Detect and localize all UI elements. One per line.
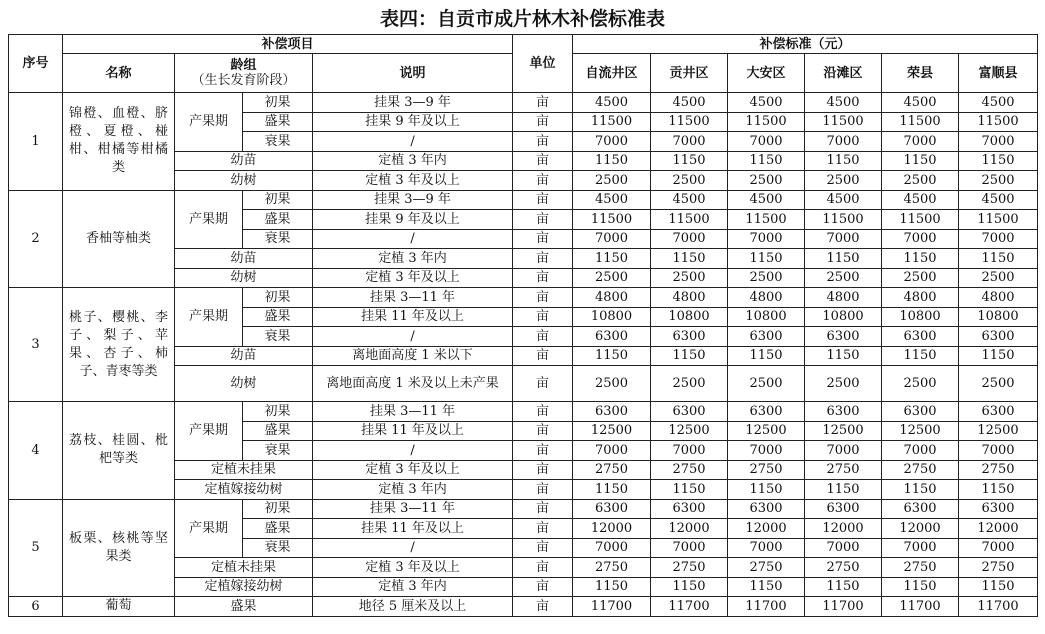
- row-value: 7000: [728, 538, 805, 558]
- row-value: 12000: [728, 519, 805, 539]
- row-value: 11500: [959, 210, 1038, 230]
- table-row: [9, 93, 1038, 113]
- row-desc: /: [313, 441, 513, 461]
- row-value: 4800: [882, 288, 959, 308]
- row-value: 6300: [882, 499, 959, 519]
- row-name: 香柚等柚类: [63, 190, 175, 288]
- row-unit: 亩: [513, 151, 573, 171]
- row-desc: 定植 3 年内: [313, 577, 513, 597]
- row-value: 2750: [573, 558, 651, 578]
- row-seq: 6: [9, 597, 63, 617]
- row-value: 11500: [805, 112, 882, 132]
- row-value: 12000: [959, 519, 1038, 539]
- row-stage: 定植嫁接幼树: [175, 577, 313, 597]
- row-value: 6300: [959, 499, 1038, 519]
- row-value: 2500: [651, 366, 728, 402]
- row-value: 11700: [728, 597, 805, 617]
- row-desc: 定植 3 年及以上: [313, 460, 513, 480]
- row-value: 7000: [959, 132, 1038, 152]
- row-value: 1150: [805, 346, 882, 366]
- row-value: 4500: [651, 190, 728, 210]
- table-row: [9, 499, 1038, 519]
- row-stage: 定植未挂果: [175, 460, 313, 480]
- row-desc: 挂果 3—11 年: [313, 288, 513, 308]
- row-value: 2750: [882, 558, 959, 578]
- row-value: 7000: [805, 132, 882, 152]
- header-age-label: 龄组: [230, 58, 257, 73]
- row-value: 2500: [728, 171, 805, 191]
- row-value: 11500: [573, 210, 651, 230]
- row-value: 1150: [805, 151, 882, 171]
- row-stage: 定植未挂果: [175, 558, 313, 578]
- row-value: 7000: [651, 132, 728, 152]
- row-value: 1150: [573, 151, 651, 171]
- row-value: 1150: [573, 249, 651, 269]
- row-value: 7000: [573, 441, 651, 461]
- row-value: 7000: [805, 229, 882, 249]
- row-unit: 亩: [513, 499, 573, 519]
- row-value: 4800: [573, 288, 651, 308]
- row-value: 1150: [651, 346, 728, 366]
- row-name: 荔枝、桂圆、枇杷等类: [63, 402, 175, 500]
- row-desc: 挂果 9 年及以上: [313, 210, 513, 230]
- row-value: 6300: [959, 402, 1038, 422]
- row-value: 10800: [651, 307, 728, 327]
- row-value: 11700: [959, 597, 1038, 617]
- row-stage: 幼苗: [175, 346, 313, 366]
- row-value: 6300: [882, 327, 959, 347]
- row-desc: 挂果 11 年及以上: [313, 307, 513, 327]
- header-seq: 序号: [9, 35, 63, 93]
- row-stage: 幼树: [175, 171, 313, 191]
- row-value: 11500: [651, 112, 728, 132]
- row-value: 7000: [728, 229, 805, 249]
- row-value: 2500: [959, 366, 1038, 402]
- row-value: 11500: [728, 210, 805, 230]
- row-value: 11500: [651, 210, 728, 230]
- row-unit: 亩: [513, 421, 573, 441]
- row-value: 1150: [573, 346, 651, 366]
- row-seq: 5: [9, 499, 63, 597]
- row-stage: 衰果: [243, 229, 313, 249]
- row-unit: 亩: [513, 577, 573, 597]
- row-desc: 挂果 3—11 年: [313, 499, 513, 519]
- row-desc: 挂果 3—9 年: [313, 190, 513, 210]
- row-value: 2500: [805, 171, 882, 191]
- row-value: 1150: [651, 151, 728, 171]
- row-stage: 衰果: [243, 132, 313, 152]
- row-value: 2750: [728, 558, 805, 578]
- row-desc: /: [313, 132, 513, 152]
- row-value: 7000: [573, 538, 651, 558]
- row-value: 2500: [573, 268, 651, 288]
- row-stage: 幼树: [175, 366, 313, 402]
- row-value: 1150: [882, 346, 959, 366]
- table-body: [9, 93, 1038, 617]
- row-unit: 亩: [513, 268, 573, 288]
- row-value: 11500: [573, 112, 651, 132]
- row-desc: 地径 5 厘米及以上: [313, 597, 513, 617]
- row-value: 6300: [728, 327, 805, 347]
- table-row: [9, 597, 1038, 617]
- row-stage: 幼苗: [175, 151, 313, 171]
- row-value: 1150: [882, 249, 959, 269]
- row-stage: 初果: [243, 499, 313, 519]
- row-desc: 挂果 3—9 年: [313, 93, 513, 113]
- row-value: 7000: [728, 132, 805, 152]
- row-unit: 亩: [513, 538, 573, 558]
- table-row: [9, 402, 1038, 422]
- row-name: 葡萄: [63, 597, 175, 617]
- row-value: 4500: [959, 93, 1038, 113]
- row-value: 4500: [651, 93, 728, 113]
- row-value: 2500: [651, 268, 728, 288]
- row-value: 1150: [959, 346, 1038, 366]
- row-desc: /: [313, 229, 513, 249]
- row-value: 7000: [882, 441, 959, 461]
- row-value: 7000: [959, 229, 1038, 249]
- row-value: 12500: [882, 421, 959, 441]
- row-value: 1150: [882, 577, 959, 597]
- row-value: 4500: [573, 190, 651, 210]
- row-unit: 亩: [513, 171, 573, 191]
- row-unit: 亩: [513, 480, 573, 500]
- row-value: 2750: [959, 558, 1038, 578]
- row-value: 6300: [882, 402, 959, 422]
- header-row-1: [9, 35, 1038, 54]
- row-value: 7000: [959, 538, 1038, 558]
- row-value: 1150: [805, 577, 882, 597]
- row-value: 1150: [728, 346, 805, 366]
- header-district: 沿滩区: [805, 54, 882, 93]
- row-value: 7000: [651, 441, 728, 461]
- row-unit: 亩: [513, 558, 573, 578]
- header-name: 名称: [63, 54, 175, 93]
- row-unit: 亩: [513, 210, 573, 230]
- header-age-sub: （生长发育阶段）: [191, 73, 296, 88]
- row-value: 2500: [882, 171, 959, 191]
- row-desc: 定植 3 年及以上: [313, 268, 513, 288]
- row-value: 1150: [728, 480, 805, 500]
- row-value: 4800: [651, 288, 728, 308]
- row-unit: 亩: [513, 190, 573, 210]
- row-value: 6300: [728, 402, 805, 422]
- row-value: 2500: [882, 268, 959, 288]
- row-value: 1150: [651, 480, 728, 500]
- row-value: 11500: [882, 112, 959, 132]
- row-period: 产果期: [175, 93, 243, 152]
- row-value: 2750: [651, 558, 728, 578]
- row-value: 12000: [651, 519, 728, 539]
- row-value: 7000: [882, 229, 959, 249]
- row-unit: 亩: [513, 402, 573, 422]
- row-unit: 亩: [513, 346, 573, 366]
- page-title: 表四：自贡市成片林木补偿标准表: [379, 8, 665, 30]
- row-desc: 离地面高度 1 米及以上未产果: [313, 366, 513, 402]
- row-value: 12500: [805, 421, 882, 441]
- row-value: 4500: [805, 190, 882, 210]
- row-value: 1150: [959, 249, 1038, 269]
- row-value: 6300: [805, 327, 882, 347]
- row-value: 2750: [728, 460, 805, 480]
- row-value: 1150: [728, 249, 805, 269]
- row-value: 10800: [728, 307, 805, 327]
- row-period: 产果期: [175, 190, 243, 249]
- row-unit: 亩: [513, 441, 573, 461]
- row-desc: 离地面高度 1 米以下: [313, 346, 513, 366]
- row-value: 1150: [573, 577, 651, 597]
- row-value: 1150: [573, 480, 651, 500]
- header-unit: 单位: [513, 35, 573, 93]
- row-value: 7000: [805, 441, 882, 461]
- row-value: 11700: [573, 597, 651, 617]
- row-period: 产果期: [175, 499, 243, 558]
- row-stage: 初果: [243, 190, 313, 210]
- row-value: 1150: [882, 151, 959, 171]
- row-value: 7000: [728, 441, 805, 461]
- row-unit: 亩: [513, 597, 573, 617]
- row-stage: 盛果: [175, 597, 313, 617]
- row-unit: 亩: [513, 132, 573, 152]
- row-desc: 定植 3 年及以上: [313, 171, 513, 191]
- row-value: 1150: [959, 577, 1038, 597]
- row-value: 2500: [959, 171, 1038, 191]
- row-stage: 盛果: [243, 307, 313, 327]
- row-value: 12500: [959, 421, 1038, 441]
- row-value: 12500: [573, 421, 651, 441]
- header-age: [175, 54, 313, 93]
- row-stage: 定植嫁接幼树: [175, 480, 313, 500]
- row-stage: 衰果: [243, 538, 313, 558]
- row-value: 7000: [651, 229, 728, 249]
- row-value: 2500: [728, 366, 805, 402]
- row-value: 1150: [805, 249, 882, 269]
- header-standard: 补偿标准（元）: [573, 35, 1038, 54]
- row-stage: 初果: [243, 402, 313, 422]
- row-value: 12500: [728, 421, 805, 441]
- row-value: 4500: [728, 93, 805, 113]
- row-value: 6300: [573, 327, 651, 347]
- row-value: 7000: [573, 132, 651, 152]
- row-value: 2750: [573, 460, 651, 480]
- row-stage: 盛果: [243, 421, 313, 441]
- row-desc: 定植 3 年及以上: [313, 558, 513, 578]
- row-value: 2750: [805, 558, 882, 578]
- row-value: 10800: [959, 307, 1038, 327]
- row-value: 6300: [805, 402, 882, 422]
- header-district: 自流井区: [573, 54, 651, 93]
- row-value: 7000: [882, 538, 959, 558]
- row-unit: 亩: [513, 249, 573, 269]
- row-value: 6300: [805, 499, 882, 519]
- table-row: [9, 288, 1038, 308]
- row-value: 2750: [959, 460, 1038, 480]
- row-value: 2500: [573, 366, 651, 402]
- row-name: 桃子、樱桃、李子、梨子、苹果、杏子、柿子、青枣等类: [63, 288, 175, 402]
- row-value: 1150: [651, 577, 728, 597]
- row-seq: 3: [9, 288, 63, 402]
- row-unit: 亩: [513, 327, 573, 347]
- row-value: 1150: [882, 480, 959, 500]
- row-value: 1150: [959, 151, 1038, 171]
- row-value: 12000: [882, 519, 959, 539]
- row-value: 1150: [651, 249, 728, 269]
- row-value: 7000: [805, 538, 882, 558]
- header-district: 富顺县: [959, 54, 1038, 93]
- row-desc: 挂果 9 年及以上: [313, 112, 513, 132]
- row-stage: 幼苗: [175, 249, 313, 269]
- row-value: 6300: [573, 402, 651, 422]
- row-value: 6300: [728, 499, 805, 519]
- row-value: 10800: [573, 307, 651, 327]
- row-value: 11700: [805, 597, 882, 617]
- row-value: 4500: [882, 190, 959, 210]
- row-value: 7000: [651, 538, 728, 558]
- row-desc: 挂果 11 年及以上: [313, 519, 513, 539]
- row-unit: 亩: [513, 229, 573, 249]
- row-stage: 盛果: [243, 210, 313, 230]
- row-value: 1150: [728, 151, 805, 171]
- row-value: 7000: [959, 441, 1038, 461]
- row-unit: 亩: [513, 519, 573, 539]
- compensation-table: [8, 34, 1038, 617]
- row-value: 6300: [651, 327, 728, 347]
- row-stage: 初果: [243, 288, 313, 308]
- row-unit: 亩: [513, 366, 573, 402]
- row-value: 1150: [728, 577, 805, 597]
- row-desc: /: [313, 327, 513, 347]
- row-value: 4500: [882, 93, 959, 113]
- row-desc: 定植 3 年内: [313, 480, 513, 500]
- row-unit: 亩: [513, 93, 573, 113]
- row-name: 锦橙、血橙、脐橙、夏橙、椪柑、柑橘等柑橘类: [63, 93, 175, 191]
- row-value: 10800: [805, 307, 882, 327]
- row-value: 11500: [959, 112, 1038, 132]
- row-stage: 幼树: [175, 268, 313, 288]
- row-unit: 亩: [513, 112, 573, 132]
- row-period: 产果期: [175, 402, 243, 461]
- row-stage: 衰果: [243, 441, 313, 461]
- header-district: 贡井区: [651, 54, 728, 93]
- row-desc: 定植 3 年内: [313, 249, 513, 269]
- header-project: 补偿项目: [63, 35, 513, 54]
- row-unit: 亩: [513, 288, 573, 308]
- row-name: 板栗、核桃等坚果类: [63, 499, 175, 597]
- row-unit: 亩: [513, 307, 573, 327]
- row-value: 2500: [959, 268, 1038, 288]
- row-value: 2500: [728, 268, 805, 288]
- row-value: 11700: [882, 597, 959, 617]
- row-value: 4500: [573, 93, 651, 113]
- row-value: 6300: [651, 499, 728, 519]
- table-row: [9, 190, 1038, 210]
- row-stage: 盛果: [243, 112, 313, 132]
- row-stage: 盛果: [243, 519, 313, 539]
- row-value: 6300: [651, 402, 728, 422]
- row-value: 4500: [959, 190, 1038, 210]
- row-value: 7000: [573, 229, 651, 249]
- row-value: 6300: [959, 327, 1038, 347]
- row-value: 2500: [805, 268, 882, 288]
- row-value: 10800: [882, 307, 959, 327]
- header-desc: 说明: [313, 54, 513, 93]
- row-desc: 挂果 3—11 年: [313, 402, 513, 422]
- row-value: 12500: [651, 421, 728, 441]
- row-stage: 衰果: [243, 327, 313, 347]
- row-desc: 挂果 11 年及以上: [313, 421, 513, 441]
- row-value: 12000: [573, 519, 651, 539]
- row-seq: 4: [9, 402, 63, 500]
- row-value: 7000: [882, 132, 959, 152]
- row-value: 2500: [805, 366, 882, 402]
- row-value: 11500: [882, 210, 959, 230]
- row-unit: 亩: [513, 460, 573, 480]
- row-value: 4800: [805, 288, 882, 308]
- row-value: 11500: [805, 210, 882, 230]
- row-value: 2500: [573, 171, 651, 191]
- row-desc: /: [313, 538, 513, 558]
- row-value: 1150: [805, 480, 882, 500]
- row-value: 2500: [882, 366, 959, 402]
- row-stage: 初果: [243, 93, 313, 113]
- row-value: 2750: [805, 460, 882, 480]
- row-value: 4800: [728, 288, 805, 308]
- row-seq: 1: [9, 93, 63, 191]
- row-value: 2750: [651, 460, 728, 480]
- row-value: 2500: [651, 171, 728, 191]
- row-desc: 定植 3 年内: [313, 151, 513, 171]
- row-value: 1150: [959, 480, 1038, 500]
- row-period: 产果期: [175, 288, 243, 347]
- row-value: 11700: [651, 597, 728, 617]
- header-district: 大安区: [728, 54, 805, 93]
- row-value: 4800: [959, 288, 1038, 308]
- row-value: 12000: [805, 519, 882, 539]
- row-value: 6300: [573, 499, 651, 519]
- row-value: 11500: [728, 112, 805, 132]
- row-value: 4500: [805, 93, 882, 113]
- row-value: 2750: [882, 460, 959, 480]
- row-value: 4500: [728, 190, 805, 210]
- header-district: 荣县: [882, 54, 959, 93]
- row-seq: 2: [9, 190, 63, 288]
